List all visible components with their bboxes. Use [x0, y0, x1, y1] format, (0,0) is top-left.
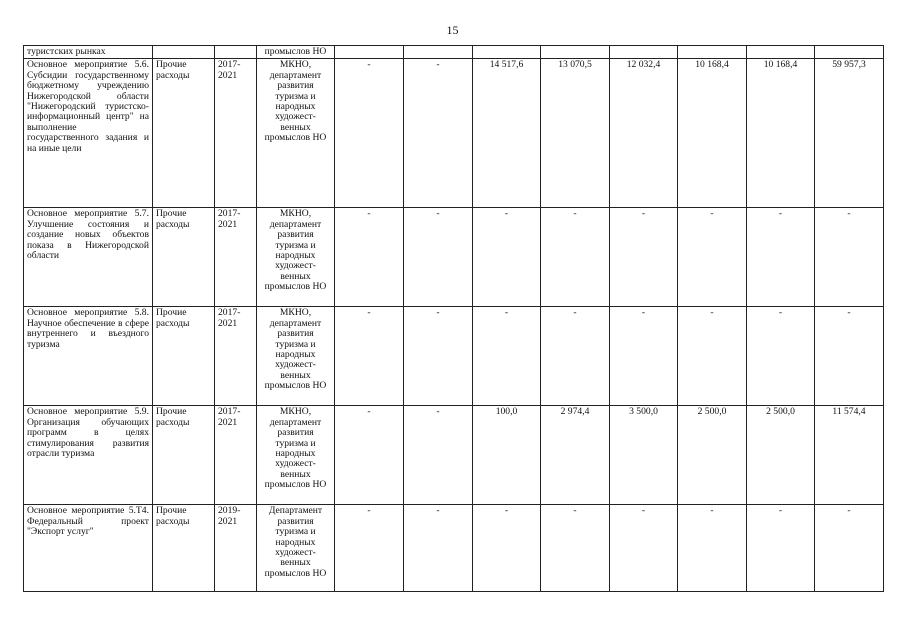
value-cell	[473, 46, 541, 59]
executor-line: промыслов НО	[264, 46, 327, 57]
executor-line: Департамент	[268, 505, 323, 517]
value-cell: -	[541, 505, 610, 592]
value-cell	[815, 46, 884, 59]
period-cell: 2017-2021	[215, 406, 257, 505]
executor-line: промыслов НО	[264, 132, 327, 144]
executor-line: развития	[277, 80, 314, 92]
executor-line: художест-	[275, 458, 316, 470]
executor-line: художест-	[275, 359, 316, 371]
measure-name-cell: туристских рынках	[24, 46, 153, 59]
executor-cell	[257, 208, 335, 307]
measure-name-cell: Основное мероприятие 5.7. Улучшение состояния и создание новых объектов показа в Нижегородской области	[24, 208, 153, 307]
executor-line: туризма и	[275, 239, 316, 251]
executor-line: венных	[280, 121, 311, 133]
executor-cell	[257, 59, 335, 208]
funding-source-cell	[153, 46, 215, 59]
value-cell	[541, 46, 610, 59]
funding-source-cell: Прочие расходы	[153, 406, 215, 505]
measure-name-cell: Основное мероприятие 5.6. Субсидии государственному бюджетному учреждению Нижегородской области "Нижегородский туристско-информационный центр" на выполнение государственного задания и на иные цели	[24, 59, 153, 208]
table-row	[24, 59, 884, 208]
executor-line: художест-	[275, 111, 316, 123]
value-cell: -	[335, 208, 404, 307]
value-cell: -	[541, 208, 610, 307]
value-cell: -	[815, 208, 884, 307]
measures-table	[23, 45, 884, 592]
executor-cell	[257, 46, 335, 59]
executor-line: народных	[275, 349, 316, 361]
value-cell: 12 032,4	[610, 59, 678, 208]
period-cell: 2017-2021	[215, 307, 257, 406]
value-cell	[404, 46, 473, 59]
executor-line: МКНО,	[279, 307, 312, 319]
value-cell: -	[747, 505, 815, 592]
executor-line: МКНО,	[279, 59, 312, 71]
value-cell: -	[678, 307, 747, 406]
value-cell	[610, 46, 678, 59]
measure-name-cell: Основное мероприятие 5.8. Научное обеспечение в сфере внутреннего и въездного туризма	[24, 307, 153, 406]
executor-cell	[257, 406, 335, 505]
executor-line: художест-	[275, 547, 316, 559]
value-cell: 13 070,5	[541, 59, 610, 208]
period-cell: 2017-2021	[215, 59, 257, 208]
executor-line: народных	[275, 448, 316, 460]
value-cell: -	[610, 307, 678, 406]
executor-line: МКНО,	[279, 208, 312, 220]
table-body	[24, 46, 884, 592]
executor-line: МКНО,	[279, 406, 312, 418]
value-cell: -	[335, 59, 404, 208]
executor-line: промыслов НО	[264, 281, 327, 293]
value-cell: -	[335, 307, 404, 406]
value-cell: 2 974,4	[541, 406, 610, 505]
value-cell: -	[473, 505, 541, 592]
executor-line: венных	[280, 270, 311, 282]
executor-cell	[257, 505, 335, 592]
executor-line: развития	[277, 515, 314, 527]
executor-line: департамент	[269, 69, 322, 81]
period-cell: 2019-2021	[215, 505, 257, 592]
funding-source-cell: Прочие расходы	[153, 59, 215, 208]
measure-name-cell: Основное мероприятие 5.9. Организация обучающих программ в целях стимулирования развития отрасли туризма	[24, 406, 153, 505]
executor-line: промыслов НО	[264, 479, 327, 491]
table-row	[24, 208, 884, 307]
value-cell	[747, 46, 815, 59]
value-cell	[678, 46, 747, 59]
funding-source-cell: Прочие расходы	[153, 505, 215, 592]
value-cell: 59 957,3	[815, 59, 884, 208]
executor-cell	[257, 307, 335, 406]
value-cell: -	[404, 406, 473, 505]
executor-line: туризма и	[275, 90, 316, 102]
value-cell: -	[610, 505, 678, 592]
value-cell: -	[473, 208, 541, 307]
value-cell: -	[404, 505, 473, 592]
executor-line: венных	[280, 369, 311, 381]
table-row	[24, 406, 884, 505]
value-cell: -	[815, 307, 884, 406]
table-row	[24, 46, 884, 59]
page-number: 15	[446, 23, 459, 37]
executor-line: промыслов НО	[264, 380, 327, 392]
funding-source-cell: Прочие расходы	[153, 307, 215, 406]
executor-line: департамент	[269, 416, 322, 428]
executor-line: народных	[275, 101, 316, 113]
value-cell: -	[404, 307, 473, 406]
value-cell: -	[815, 505, 884, 592]
value-cell: -	[747, 208, 815, 307]
value-cell: -	[747, 307, 815, 406]
table-row	[24, 505, 884, 592]
period-cell: 2017-2021	[215, 208, 257, 307]
value-cell	[335, 46, 404, 59]
value-cell: 10 168,4	[747, 59, 815, 208]
value-cell: 2 500,0	[678, 406, 747, 505]
table-row	[24, 307, 884, 406]
value-cell: -	[610, 208, 678, 307]
value-cell: -	[335, 406, 404, 505]
value-cell: 2 500,0	[747, 406, 815, 505]
executor-line: туризма и	[275, 526, 316, 538]
value-cell: 11 574,4	[815, 406, 884, 505]
executor-line: туризма и	[275, 437, 316, 449]
executor-line: развития	[277, 427, 314, 439]
value-cell: -	[335, 505, 404, 592]
value-cell: 100,0	[473, 406, 541, 505]
executor-line: венных	[280, 468, 311, 480]
executor-line: художест-	[275, 260, 316, 272]
value-cell: -	[404, 59, 473, 208]
value-cell: -	[541, 307, 610, 406]
measure-name-cell: Основное мероприятие 5.Т4. Федеральный проект "Экспорт услуг"	[24, 505, 153, 592]
value-cell: -	[678, 505, 747, 592]
value-cell: 14 517,6	[473, 59, 541, 208]
executor-line: промыслов НО	[264, 567, 327, 579]
executor-line: департамент	[269, 218, 322, 230]
executor-line: народных	[275, 536, 316, 548]
value-cell: -	[678, 208, 747, 307]
executor-line: туризма и	[275, 338, 316, 350]
period-cell	[215, 46, 257, 59]
executor-line: развития	[277, 328, 314, 340]
executor-line: народных	[275, 250, 316, 262]
executor-line: венных	[280, 557, 311, 569]
executor-line: развития	[277, 229, 314, 241]
value-cell: 3 500,0	[610, 406, 678, 505]
funding-source-cell: Прочие расходы	[153, 208, 215, 307]
value-cell: -	[473, 307, 541, 406]
value-cell: 10 168,4	[678, 59, 747, 208]
value-cell: -	[404, 208, 473, 307]
executor-line: департамент	[269, 317, 322, 329]
